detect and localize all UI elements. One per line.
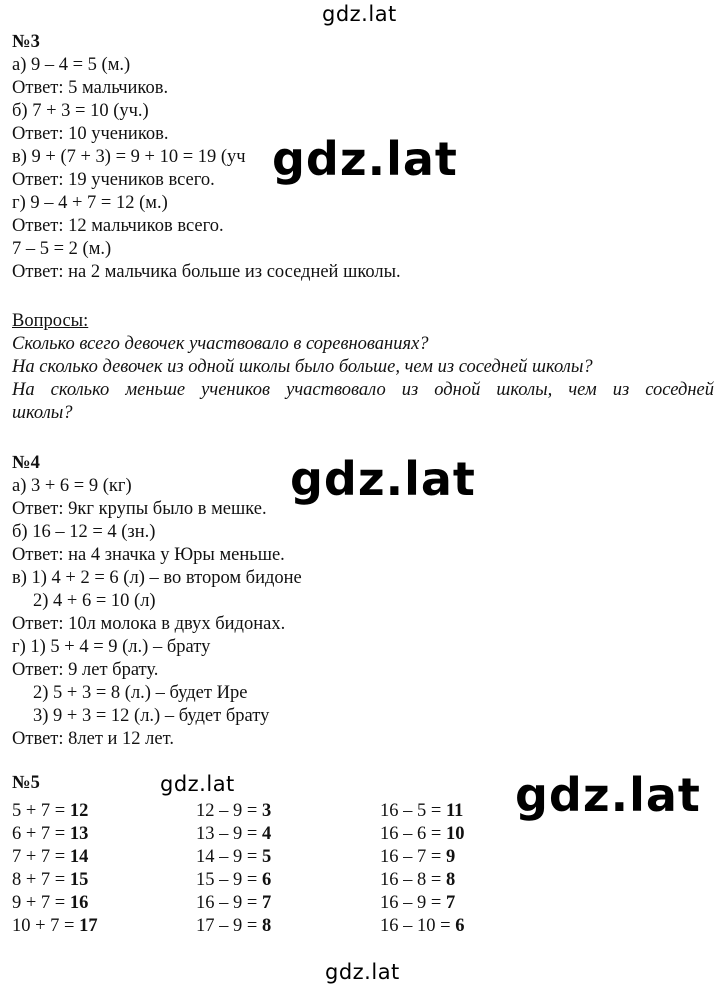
watermark-bottom: gdz.lat <box>325 960 400 984</box>
task3-line: Ответ: 12 мальчиков всего. <box>12 216 224 236</box>
task3-line: г) 9 – 4 + 7 = 12 (м.) <box>12 193 168 213</box>
equation: 7 + 7 = 14 <box>12 847 89 867</box>
task4-line: 2) 5 + 3 = 8 (л.) – будет Ире <box>33 683 248 703</box>
task3-line: 7 – 5 = 2 (м.) <box>12 239 112 259</box>
task3-line: Ответ: 19 учеников всего. <box>12 170 215 190</box>
task3-line: б) 7 + 3 = 10 (уч.) <box>12 101 149 121</box>
task4-heading: №4 <box>12 453 40 473</box>
equation: 17 – 9 = 8 <box>196 916 272 936</box>
questions-label: Вопросы: <box>12 311 89 331</box>
watermark-top: gdz.lat <box>322 2 397 26</box>
equation: 16 – 8 = 8 <box>380 870 456 890</box>
equation: 16 – 7 = 9 <box>380 847 456 867</box>
equation: 9 + 7 = 16 <box>12 893 89 913</box>
watermark-middle-1: gdz.lat <box>272 132 458 186</box>
equation: 12 – 9 = 3 <box>196 801 272 821</box>
task3-line: Ответ: 10 учеников. <box>12 124 169 144</box>
task4-line: б) 16 – 12 = 4 (зн.) <box>12 522 156 542</box>
equation: 8 + 7 = 15 <box>12 870 89 890</box>
equation: 10 + 7 = 17 <box>12 916 98 936</box>
task4-line: Ответ: 9 лет брату. <box>12 660 159 680</box>
task4-line: в) 1) 4 + 2 = 6 (л) – во втором бидоне <box>12 568 302 588</box>
equation: 16 – 5 = 11 <box>380 801 464 821</box>
watermark-middle-2: gdz.lat <box>290 452 476 506</box>
equation: 13 – 9 = 4 <box>196 824 272 844</box>
equation: 15 – 9 = 6 <box>196 870 272 890</box>
watermark-right: gdz.lat <box>515 768 701 822</box>
task4-line: а) 3 + 6 = 9 (кг) <box>12 476 132 496</box>
task4-line: Ответ: 10л молока в двух бидонах. <box>12 614 286 634</box>
task4-line: 2) 4 + 6 = 10 (л) <box>33 591 156 611</box>
equation: 16 – 9 = 7 <box>380 893 456 913</box>
task5-heading: №5 <box>12 773 40 793</box>
question-line: Сколько всего девочек участвовало в соревнованиях? <box>12 334 429 354</box>
equation: 6 + 7 = 13 <box>12 824 89 844</box>
equation: 5 + 7 = 12 <box>12 801 89 821</box>
equation: 16 – 6 = 10 <box>380 824 465 844</box>
task3-line: Ответ: на 2 мальчика больше из соседней школы. <box>12 262 401 282</box>
task3-line: Ответ: 5 мальчиков. <box>12 78 169 98</box>
task4-line: Ответ: 8лет и 12 лет. <box>12 729 174 749</box>
task4-line: г) 1) 5 + 4 = 9 (л.) – брату <box>12 637 211 657</box>
watermark-task5: gdz.lat <box>160 772 235 796</box>
task3-line: а) 9 – 4 = 5 (м.) <box>12 55 131 75</box>
task4-line: Ответ: 9кг крупы было в мешке. <box>12 499 267 519</box>
task3-heading: №3 <box>12 32 40 52</box>
equation: 16 – 9 = 7 <box>196 893 272 913</box>
question-line: На сколько девочек из одной школы было больше, чем из соседней школы? <box>12 357 593 377</box>
question-line: школы? <box>12 403 73 423</box>
task3-line: в) 9 + (7 + 3) = 9 + 10 = 19 (уч <box>12 147 246 167</box>
question-line: На сколько меньше учеников участвовало из одной школы, чем из соседней <box>12 380 714 400</box>
equation: 14 – 9 = 5 <box>196 847 272 867</box>
equation: 16 – 10 = 6 <box>380 916 465 936</box>
task4-line: 3) 9 + 3 = 12 (л.) – будет брату <box>33 706 270 726</box>
task4-line: Ответ: на 4 значка у Юры меньше. <box>12 545 285 565</box>
